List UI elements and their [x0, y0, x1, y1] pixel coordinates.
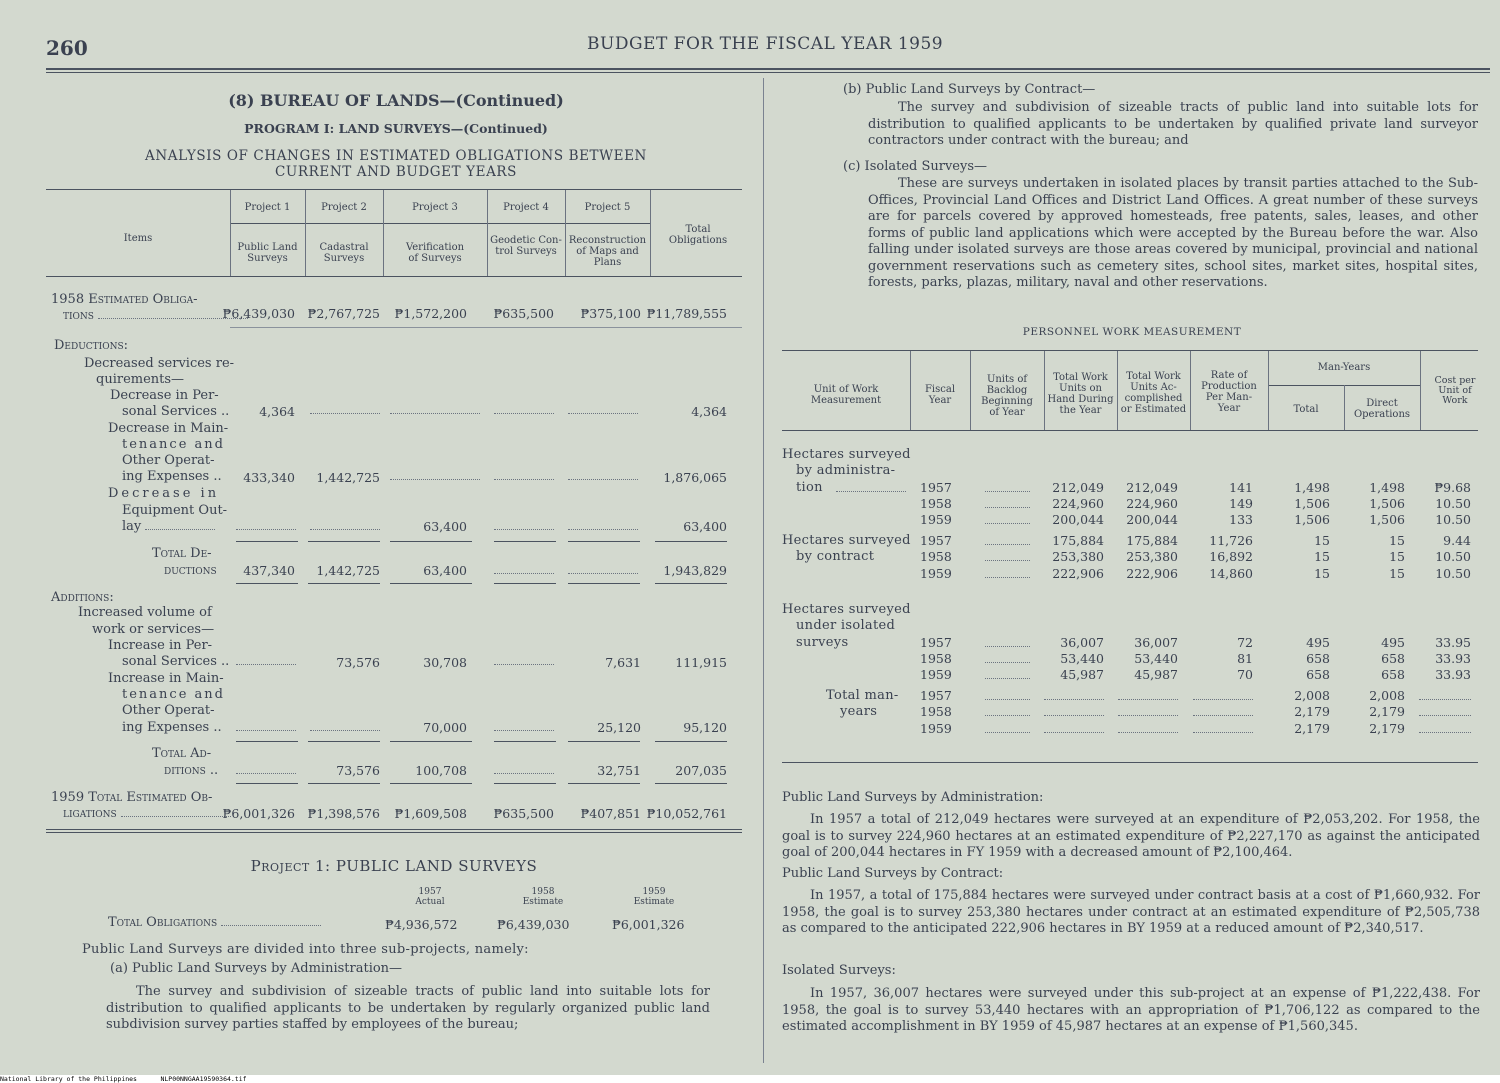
- pwm-group-label: Hectares surveyed: [782, 602, 911, 617]
- pwm-blank-cell: [1419, 699, 1471, 700]
- items-header: Items: [123, 233, 153, 244]
- pwm-cell: 1,506: [1294, 495, 1330, 511]
- project-4-subheader: Geodetic Con- trol Surveys: [490, 235, 562, 257]
- row-1959-p2: ₱1,398,576: [307, 806, 380, 821]
- dec-services-label: Decreased services re-: [84, 356, 235, 371]
- total-ded-p3: 63,400: [423, 563, 467, 578]
- pwm-cell: 658: [1306, 650, 1330, 666]
- isolated-text: In 1957, 36,007 hectares were surveyed under this sub-project at an expense of ₱1,222,438. For 1958, the goal is to survey 53,440 hectares with an appropriation of ₱1,706,122 as compared to the estimated accomplishment in BY 1959 of 45,987 hectares at an expense of ₱1,560,345.: [782, 986, 1480, 1034]
- row-1959-p5: ₱407,851: [580, 806, 641, 821]
- total-deductions-label: Total De-: [152, 546, 212, 561]
- pwm-backlog-blank: [985, 699, 1030, 700]
- project-4-header: Project 4: [503, 202, 549, 213]
- row-1959-p1: ₱6,001,326: [222, 806, 295, 821]
- footer-file: NLP00NNGAA19590364.tif: [160, 1075, 247, 1083]
- analysis-title: ANALYSIS OF CHANGES IN ESTIMATED OBLIGATIONS BETWEEN: [145, 148, 647, 164]
- dec-maint-p2: 1,442,725: [316, 470, 380, 485]
- pwm-cell: 253,380: [1126, 549, 1178, 565]
- total-add-p3: 100,708: [415, 763, 467, 778]
- pwm-backlog-header: Units of Backlog Beginning of Year: [981, 374, 1033, 418]
- pwm-cell: 1,506: [1294, 512, 1330, 528]
- project-3-subheader: Verification of Surveys: [405, 242, 465, 264]
- sub-c-title: (c) Isolated Surveys—: [843, 159, 988, 174]
- pwm-blank-cell: [1118, 715, 1178, 716]
- running-title: BUDGET FOR THE FISCAL YEAR 1959: [587, 34, 944, 54]
- pwm-backlog-blank: [985, 544, 1030, 545]
- pwm-cell: 2,008: [1294, 688, 1330, 703]
- pwm-cell: 222,906: [1052, 565, 1104, 581]
- sub-b-title: (b) Public Land Surveys by Contract—: [843, 82, 1096, 97]
- dec-equip-label-2: Equipment Out-: [122, 503, 228, 518]
- pwm-cell: 10.50: [1435, 512, 1471, 528]
- footer-library: National Library of the Philippines: [0, 1075, 137, 1083]
- admin-text: In 1957 a total of 212,049 hectares were surveyed at an expenditure of ₱2,053,202. For 1958, the goal is to survey 224,960 hectares at an estimated expenditure of ₱2,227,170 as against the anticipated goal of 200,044 hectares in FY 1959 with a decreased amount of ₱2,100,464.: [782, 812, 1480, 860]
- pwm-cell: 133: [1229, 512, 1253, 528]
- pwm-backlog-blank: [985, 678, 1030, 679]
- pwm-backlog-blank: [985, 507, 1030, 508]
- row-1958-p2: ₱2,767,725: [307, 306, 380, 321]
- pwm-backlog-blank: [985, 646, 1030, 647]
- pwm-cell: 1,498: [1294, 479, 1330, 495]
- pwm-year: 1958: [920, 704, 952, 720]
- total-deductions-label-cont: ductions: [164, 563, 217, 578]
- dec-personal-label: Decrease in Per-: [110, 388, 219, 403]
- project1-1958: ₱6,439,030: [497, 917, 570, 932]
- project-5-subheader: Reconstruction of Maps and Plans: [568, 235, 647, 268]
- pwm-cell: 72: [1237, 634, 1253, 650]
- pwm-blank-cell: [1118, 732, 1178, 733]
- row-1959-total: ₱10,052,761: [646, 806, 727, 821]
- pwm-blank-cell: [1044, 715, 1104, 716]
- pwm-cell: 175,884: [1052, 533, 1104, 548]
- pwm-group-label: tion: [796, 479, 823, 495]
- pwm-year: 1957: [920, 479, 952, 495]
- dec-personal-p1: 4,364: [259, 404, 295, 419]
- scan-footer: [0, 1075, 1500, 1083]
- row-1959-label: 1959 Total Estimated Ob-: [51, 790, 213, 805]
- dec-maint-label-2: tenance and: [122, 437, 225, 452]
- pwm-group-label: Hectares surveyed: [782, 533, 911, 548]
- pwm-total-header: Total: [1293, 404, 1319, 415]
- row-1958-p1: ₱6,439,030: [222, 306, 295, 321]
- pwm-backlog-blank: [985, 732, 1030, 733]
- pwm-cell: 45,987: [1060, 667, 1104, 683]
- pwm-blank-cell: [1044, 732, 1104, 733]
- total-add-p5: 32,751: [597, 763, 641, 778]
- dec-equip-label: Decrease in: [108, 486, 220, 501]
- pwm-cell: 1,506: [1369, 495, 1405, 511]
- pwm-man-years-header: Man-Years: [1317, 362, 1371, 373]
- pwm-rate-header: Rate of Production Per Man- Year: [1201, 370, 1257, 414]
- total-ded-p2: 1,442,725: [316, 563, 380, 578]
- dec-maint-total: 1,876,065: [663, 470, 727, 485]
- pwm-year: 1958: [920, 495, 952, 511]
- pwm-cell: 658: [1381, 650, 1405, 666]
- program-title: PROGRAM I: LAND SURVEYS—(Continued): [244, 121, 548, 136]
- analysis-subtitle: CURRENT AND BUDGET YEARS: [274, 164, 518, 180]
- pwm-backlog-blank: [985, 662, 1030, 663]
- project-5-header: Project 5: [584, 202, 631, 213]
- pwm-cell: 81: [1237, 650, 1253, 666]
- inc-personal-p5: 7,631: [605, 655, 641, 670]
- dec-equip-p3: 63,400: [423, 519, 467, 534]
- inc-maint-label-3: Other Operat-: [122, 703, 215, 718]
- dec-personal-total: 4,364: [691, 404, 727, 419]
- total-add-total: 207,035: [675, 763, 727, 778]
- pwm-cell: 175,884: [1126, 533, 1178, 548]
- total-add-p2: 73,576: [336, 763, 380, 778]
- pwm-fiscal-header: Fiscal Year: [924, 384, 956, 406]
- pwm-cell: 212,049: [1126, 479, 1178, 495]
- pwm-cell: 2,179: [1294, 704, 1330, 720]
- total-obligations-header: Total Obligations: [668, 224, 728, 246]
- admin-heading: Public Land Surveys by Administration:: [782, 790, 1044, 805]
- pwm-cell: 2,179: [1294, 720, 1330, 736]
- pwm-group-label: under isolated: [796, 618, 896, 634]
- pwm-cell: 495: [1381, 634, 1405, 650]
- pwm-cell: 2,008: [1369, 688, 1405, 703]
- pwm-cell: 1,498: [1369, 479, 1405, 495]
- inc-volume-label-cont: work or services—: [92, 622, 215, 637]
- pwm-cell: 1,506: [1369, 512, 1405, 528]
- pwm-backlog-blank: [985, 523, 1030, 524]
- dec-equip-total: 63,400: [683, 519, 727, 534]
- row-1959-p3: ₱1,609,508: [394, 806, 467, 821]
- row-1958-label-cont: tions: [63, 308, 248, 323]
- project1-col-1958: 1958 Estimate: [522, 887, 564, 907]
- pwm-cell: 15: [1314, 549, 1330, 565]
- pwm-cell: 33.93: [1435, 667, 1471, 683]
- pwm-cell: 45,987: [1134, 667, 1178, 683]
- column-divider: [763, 78, 764, 1063]
- pwm-cell: 658: [1381, 667, 1405, 683]
- pwm-backlog-blank: [985, 577, 1030, 578]
- pwm-cell: 11,726: [1209, 533, 1253, 548]
- pwm-cell: 15: [1389, 565, 1405, 581]
- pwm-cell: 15: [1389, 549, 1405, 565]
- pwm-year: 1958: [920, 549, 952, 565]
- pwm-cell: 224,960: [1052, 495, 1104, 511]
- pwm-cell: 9.44: [1443, 533, 1471, 548]
- row-1958-total: ₱11,789,555: [646, 306, 727, 321]
- pwm-title: PERSONNEL WORK MEASUREMENT: [1022, 326, 1242, 338]
- pwm-backlog-blank: [985, 491, 1030, 492]
- dec-maint-label: Decrease in Main-: [108, 421, 229, 436]
- total-additions-label: Total Ad-: [152, 746, 212, 761]
- pwm-group-label: by administra-: [796, 463, 896, 479]
- row-1958-p4: ₱635,500: [493, 306, 554, 321]
- pwm-year: 1959: [920, 720, 952, 736]
- pwm-label-leader: [836, 491, 906, 492]
- contract-heading: Public Land Surveys by Contract:: [782, 866, 1004, 881]
- pwm-cell: 70: [1237, 667, 1253, 683]
- project1-col-1959: 1959 Estimate: [633, 887, 675, 907]
- pwm-backlog-blank: [985, 560, 1030, 561]
- sub-b-text: The survey and subdivision of sizeable tracts of public land into suitable lots for distribution to qualified applicants to be undertaken by qualified private land surveyor contractors under contract with the bureau; and: [868, 100, 1478, 148]
- sub-c-text: These are surveys undertaken in isolated places by transit parties attached to the Sub-Offices, Provincial Land Offices and District Land Offices. A great number of these surveys are for parcels covered by approved homesteads, free patents, sales, leases, and other forms of public land applications which were accepted by the Bureau before the war. Also falling under isolated surveys are those areas covered by municipal, provincial and national government reservations such as cemetery sites, school sites, market sites, hospital sites, forests, parks, plazas, military, naval and other reservations.: [868, 176, 1478, 290]
- pwm-year: 1959: [920, 565, 952, 581]
- inc-maint-label-2: tenance and: [122, 687, 225, 702]
- project-1-subheader: Public Land Surveys: [237, 242, 298, 264]
- header-rule-thin: [46, 72, 1490, 73]
- dec-maint-p1: 433,340: [243, 470, 295, 485]
- pwm-unit-header: Unit of Work Measurement: [810, 384, 882, 406]
- row-1958-p3: ₱1,572,200: [394, 306, 467, 321]
- pwm-group-label: Total man-: [826, 688, 899, 703]
- subprojects-intro: Public Land Surveys are divided into three sub-projects, namely:: [82, 942, 529, 957]
- contract-text: In 1957, a total of 175,884 hectares were surveyed under contract basis at a cost of ₱1,660,932. For 1958, the goal is to survey 253,380 hectares under contract at an estimated expenditure of ₱2,505,738 as compared to the anticipated 222,906 hectares in BY 1959 at a reduced amount of ₱2,340,517.: [782, 888, 1480, 936]
- pwm-cell: 149: [1229, 495, 1253, 511]
- total-ded-total: 1,943,829: [663, 563, 727, 578]
- project1-total-label: Total Obligations: [108, 915, 321, 930]
- header-rule: [46, 68, 1490, 70]
- pwm-cell: 14,860: [1209, 565, 1253, 581]
- row-1959-label-cont: ligations: [63, 806, 231, 821]
- total-additions-label-cont: ditions ..: [164, 763, 219, 778]
- inc-maint-label-4: ing Expenses ..: [122, 720, 222, 735]
- inc-personal-p2: 73,576: [336, 655, 380, 670]
- pwm-year: 1957: [920, 688, 952, 703]
- pwm-cell: 15: [1314, 533, 1330, 548]
- project1-1957: ₱4,936,572: [385, 917, 458, 932]
- pwm-group-label: Hectares surveyed: [782, 447, 911, 462]
- dec-equip-label-3: lay: [122, 519, 215, 534]
- project1-title: Project 1: PUBLIC LAND SURVEYS: [250, 857, 538, 875]
- total-ded-p1: 437,340: [243, 563, 295, 578]
- dec-maint-label-3: Other Operat-: [122, 453, 215, 468]
- pwm-blank-cell: [1419, 715, 1471, 716]
- pwm-cell: 212,049: [1052, 479, 1104, 495]
- pwm-cell: 10.50: [1435, 495, 1471, 511]
- project-2-header: Project 2: [321, 202, 367, 213]
- pwm-cell: 36,007: [1134, 634, 1178, 650]
- row-1958-p5: ₱375,100: [580, 306, 641, 321]
- deductions-label: Deductions:: [54, 338, 129, 353]
- section-title: (8) BUREAU OF LANDS—(Continued): [228, 91, 564, 110]
- pwm-cell: 10.50: [1435, 549, 1471, 565]
- pwm-cell: 200,044: [1052, 512, 1104, 528]
- pwm-cell: 495: [1306, 634, 1330, 650]
- project-1-header: Project 1: [244, 202, 291, 213]
- dec-personal-label-cont: sonal Services ..: [122, 404, 230, 419]
- inc-personal-p3: 30,708: [423, 655, 467, 670]
- pwm-blank-cell: [1193, 715, 1253, 716]
- pwm-group-label: by contract: [796, 549, 875, 565]
- additions-label: Additions:: [51, 590, 114, 605]
- inc-maint-p5: 25,120: [597, 720, 641, 735]
- isolated-heading: Isolated Surveys:: [782, 963, 896, 978]
- pwm-cost-header: Cost per Unit of Work: [1434, 375, 1476, 406]
- pwm-blank-cell: [1193, 732, 1253, 733]
- pwm-group-label: years: [840, 704, 878, 720]
- pwm-cell: 15: [1314, 565, 1330, 581]
- pwm-cell: ₱9.68: [1434, 479, 1471, 495]
- pwm-year: 1958: [920, 650, 952, 666]
- pwm-cell: 33.93: [1435, 650, 1471, 666]
- pwm-cell: 15: [1389, 533, 1405, 548]
- pwm-blank-cell: [1118, 699, 1178, 700]
- sub-a-text: The survey and subdivision of sizeable tracts of public land into suitable lots for distribution to qualified applicants to be undertaken by regularly organized public land subdivision survey parties staffed by employees of the bureau;: [106, 984, 710, 1032]
- pwm-blank-cell: [1193, 699, 1253, 700]
- pwm-blank-cell: [1044, 699, 1104, 700]
- sub-a-title: (a) Public Land Surveys by Administration—: [110, 961, 403, 976]
- pwm-cell: 36,007: [1060, 634, 1104, 650]
- dec-services-label-cont: quirements—: [96, 372, 185, 387]
- page-number: 260: [46, 36, 88, 60]
- pwm-cell: 33.95: [1435, 634, 1471, 650]
- pwm-year: 1959: [920, 512, 952, 528]
- inc-volume-label: Increased volume of: [78, 605, 212, 620]
- project-3-header: Project 3: [412, 202, 458, 213]
- pwm-cell: 10.50: [1435, 565, 1471, 581]
- pwm-year: 1957: [920, 634, 952, 650]
- pwm-cell: 222,906: [1126, 565, 1178, 581]
- pwm-cell: 200,044: [1126, 512, 1178, 528]
- inc-personal-label-cont: sonal Services ..: [122, 654, 230, 669]
- pwm-cell: 224,960: [1126, 495, 1178, 511]
- pwm-cell: 2,179: [1369, 720, 1405, 736]
- inc-personal-total: 111,915: [675, 655, 727, 670]
- pwm-accomplished-header: Total Work Units Ac- complished or Estimated: [1120, 371, 1187, 415]
- pwm-cell: 2,179: [1369, 704, 1405, 720]
- pwm-year: 1959: [920, 667, 952, 683]
- inc-maint-total: 95,120: [683, 720, 727, 735]
- project1-1959: ₱6,001,326: [612, 917, 685, 932]
- inc-maint-label: Increase in Main-: [108, 671, 224, 686]
- pwm-cell: 658: [1306, 667, 1330, 683]
- project1-col-1957: 1957 Actual: [415, 887, 445, 907]
- dec-maint-label-4: ing Expenses ..: [122, 469, 222, 484]
- pwm-cell: 253,380: [1052, 549, 1104, 565]
- pwm-cell: 53,440: [1060, 650, 1104, 666]
- pwm-blank-cell: [1419, 732, 1471, 733]
- pwm-cell: 141: [1229, 479, 1253, 495]
- pwm-group-label: surveys: [796, 634, 849, 650]
- pwm-on-hand-header: Total Work Units on Hand During the Year: [1047, 372, 1114, 416]
- project-2-subheader: Cadastral Surveys: [319, 242, 369, 264]
- pwm-cell: 16,892: [1209, 549, 1253, 565]
- pwm-cell: 53,440: [1134, 650, 1178, 666]
- pwm-year: 1957: [920, 533, 952, 548]
- row-1959-p4: ₱635,500: [493, 806, 554, 821]
- inc-maint-p3: 70,000: [423, 720, 467, 735]
- pwm-direct-header: Direct Operations: [1353, 398, 1411, 420]
- pwm-backlog-blank: [985, 715, 1030, 716]
- inc-personal-label: Increase in Per-: [108, 638, 213, 653]
- row-1958-label: 1958 Estimated Obliga-: [51, 292, 198, 307]
